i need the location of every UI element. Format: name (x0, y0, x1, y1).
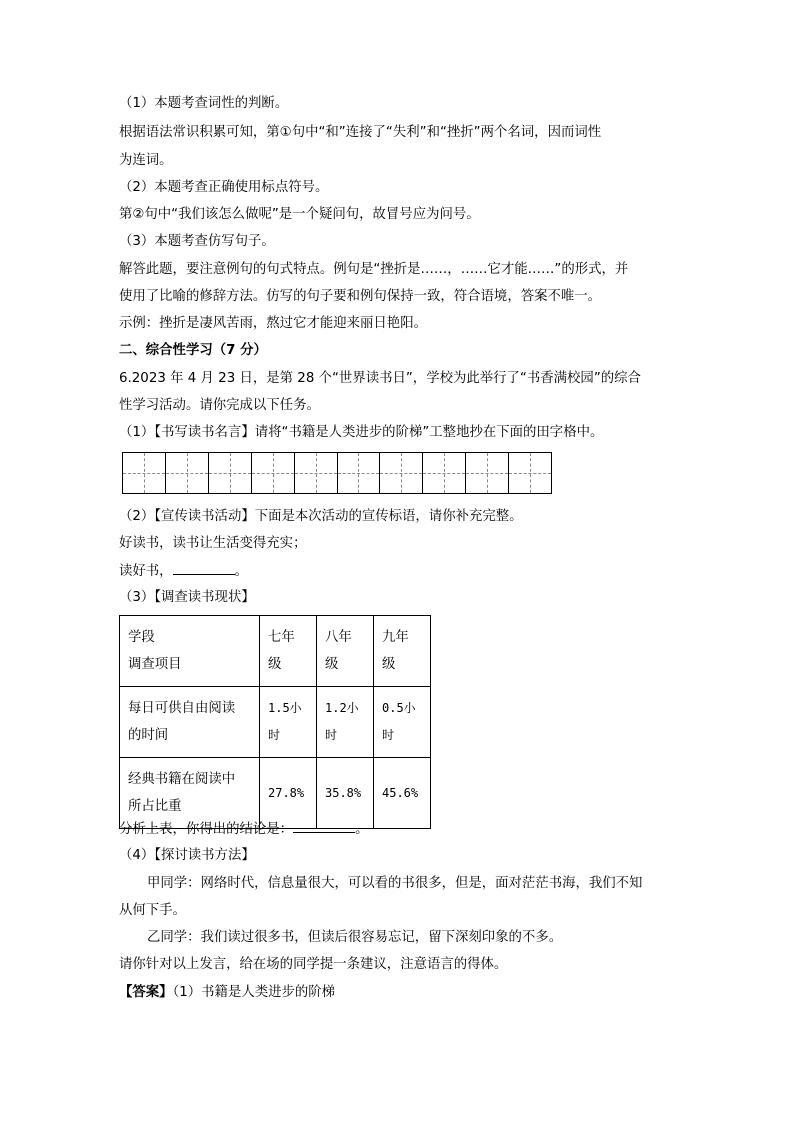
answer-line (119, 984, 335, 1002)
grid-cell[interactable] (509, 453, 551, 493)
tianzige-grid[interactable] (122, 452, 552, 494)
grid-cell[interactable] (252, 453, 295, 493)
table-row (120, 758, 431, 829)
grid-cell[interactable] (295, 453, 338, 493)
header-item: 调查项目 (128, 657, 182, 672)
slogan-line-2-text: 读好书， (119, 564, 173, 579)
line-3: 为连词。 (119, 153, 173, 168)
row-value: 45.6% (374, 758, 431, 829)
analysis-blank[interactable] (293, 820, 355, 833)
line-9: 示例：挫折是凄风苦雨，熬过它才能迎来丽日艳阳。 (119, 316, 427, 331)
survey-table (119, 615, 431, 829)
grid-cell[interactable] (338, 453, 381, 493)
row-value: 27.8% (260, 758, 317, 829)
slogan-line-2 (119, 562, 248, 581)
row-value: 0.5小 时 (374, 687, 431, 758)
grid-cell[interactable] (423, 453, 466, 493)
question-6-line-1: 6.2023 年 4 月 23 日，是第 28 个“世界读书日”，学校为此举行了“书香满校园”的综合 (119, 371, 641, 386)
row-value: 1.5小 时 (260, 687, 317, 758)
answer-text: （1）书籍是人类进步的阶梯 (172, 985, 336, 1000)
line-1: （1）本题考查词性的判断。 (119, 96, 289, 111)
subquestion-3: （3）【调查读书现状】 (119, 590, 255, 605)
line-4: （2）本题考查正确使用标点符号。 (119, 180, 329, 195)
grid-cell[interactable] (209, 453, 252, 493)
section-heading: 二、综合性学习（7 分） (119, 343, 267, 358)
row-label: 经典书籍在阅读中 所占比重 (120, 758, 260, 829)
grade-8-header: 八年 级 (317, 616, 374, 687)
table-header-row (120, 616, 431, 687)
slogan-line-2-end: 。 (234, 564, 248, 579)
row-value: 1.2小 时 (317, 687, 374, 758)
grid-cell[interactable] (123, 453, 166, 493)
line-8: 使用了比喻的修辞方法。仿写的句子要和例句保持一致，符合语境，答案不唯一。 (119, 289, 602, 304)
answer-tag: 【答案】 (119, 985, 173, 1000)
line-6: （3）本题考查仿写句子。 (119, 234, 275, 249)
subquestion-2: （2）【宣传读书活动】下面是本次活动的宣传标语，请你补充完整。 (119, 509, 523, 524)
analysis-line (119, 820, 368, 839)
subquestion-4: （4）【探讨读书方法】 (119, 848, 255, 863)
grid-cell[interactable] (166, 453, 209, 493)
student-jia-line-1: 甲同学：网络时代，信息量很大，可以看的书很多，但是，面对茫茫书海，我们不知 (147, 876, 643, 891)
line-2: 根据语法常识积累可知，第①句中“和”连接了“失利”和“挫折”两个名词，因而词性 (119, 125, 602, 140)
slogan-line-1: 好读书，读书让生活变得充实； (119, 536, 307, 551)
line-5: 第②句中“我们该怎么做呢”是一个疑问句，故冒号应为问号。 (119, 207, 480, 222)
subquestion-1: （1）【书写读书名言】请将“书籍是人类进步的阶梯”工整地抄在下面的田字格中。 (119, 425, 604, 440)
row-value: 35.8% (317, 758, 374, 829)
analysis-text: 分析上表，你得出的结论是： (119, 822, 294, 837)
grid-cell[interactable] (380, 453, 423, 493)
grade-9-header: 九年 级 (374, 616, 431, 687)
analysis-end: 。 (355, 822, 369, 837)
student-yi-line: 乙同学：我们读过很多书，但读后很容易忘记，留下深刻印象的不多。 (147, 930, 563, 945)
instruction-line: 请你针对以上发言，给在场的同学提一条建议，注意语言的得体。 (119, 957, 508, 972)
table-header-cell (120, 616, 260, 687)
slogan-blank[interactable] (173, 562, 235, 575)
row-label: 每日可供自由阅读 的时间 (120, 687, 260, 758)
header-stage: 学段 (128, 630, 155, 645)
table-row (120, 687, 431, 758)
grid-cell[interactable] (466, 453, 509, 493)
grade-7-header: 七年 级 (260, 616, 317, 687)
question-6-line-2: 性学习活动。请你完成以下任务。 (119, 398, 320, 413)
student-jia-line-2: 从何下手。 (119, 903, 186, 918)
line-7: 解答此题，要注意例句的句式特点。例句是“挫折是……，……它才能……”的形式，并 (119, 262, 629, 277)
